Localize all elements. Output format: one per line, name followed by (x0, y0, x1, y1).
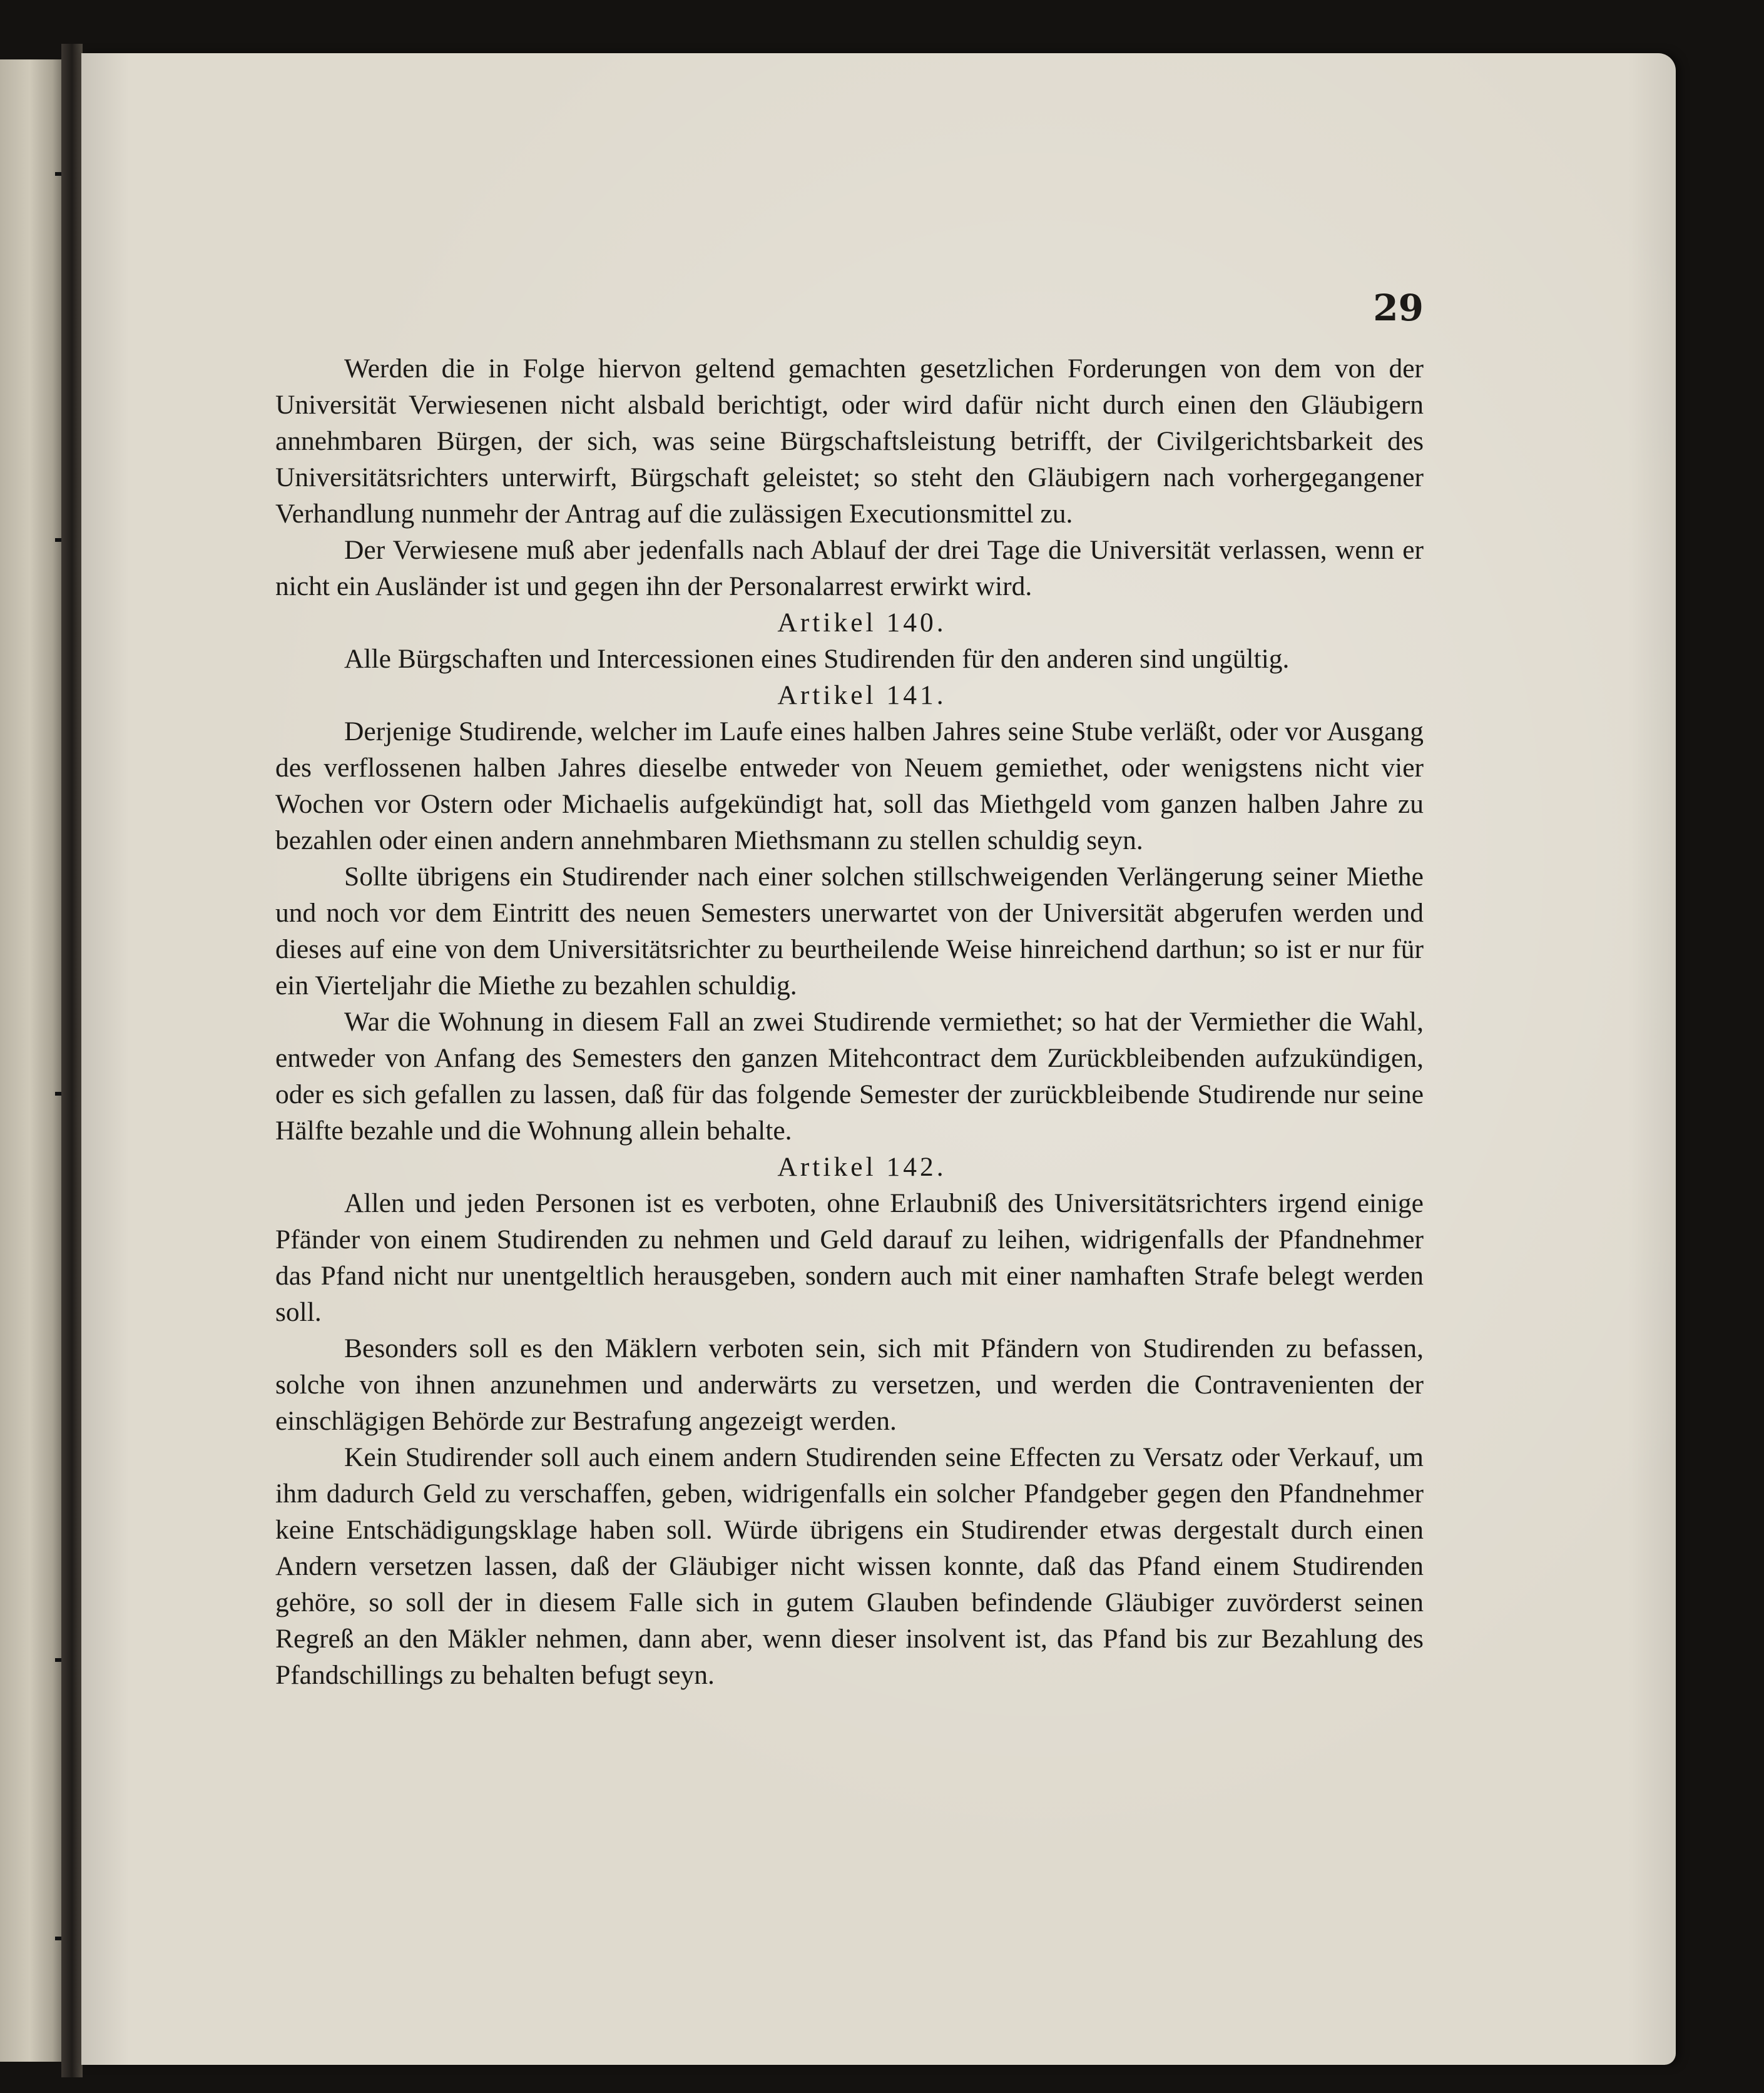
paragraph: Besonders soll es den Mäklern verboten sein, sich mit Pfändern von Studirenden zu befassen, solche von ihnen anzunehmen und anderwärts zu versetzen, und werden die Contravenienten der einschlägigen Behörde zur Bestrafung angezeigt werden. (275, 1333, 1424, 1436)
paragraph: Sollte übrigens ein Studirender nach einer solchen stillschweigenden Verlängerung seiner Miethe und noch vor dem Eintritt des neuen Semesters unerwartet von der Universität abgerufen werden und dieses auf eine von dem Universitätsrichter zu beurtheilende Weise hinreichend darthun; so ist er nur für ein Vierteljahr die Miethe zu bezahlen schuldig. (275, 862, 1424, 1001)
paragraph: Alle Bürgschaften und Intercessionen eines Studirenden für den anderen sind ungültig. (344, 644, 1290, 674)
article-heading: Artikel 140. (777, 608, 947, 638)
paragraph: Werden die in Folge hiervon geltend gemachten gesetzlichen Forderungen von dem von der Universität Verwiesenen nicht alsbald berichtigt, oder wird dafür nicht durch einen den Gläubigern annehmbaren Bürgen, der sich, was seine Bürgschaftsleistung betrifft, der Civilgerichtsbarkeit des Universitätsrichters unterwirft, Bürgschaft geleistet; so steht den Gläubigern nach vorhergegangener Verhandlung nunmehr der Antrag auf die zulässigen Executionsmittel zu. (275, 354, 1424, 529)
page-body (275, 350, 1424, 1693)
paragraph: Kein Studirender soll auch einem andern Studirenden seine Effecten zu Versatz oder Verkauf, um ihm dadurch Geld zu verschaffen, geben, widrigenfalls ein solcher Pfandgeber gegen den Pfandnehmer keine Entschädigungsklage haben soll. Würde übrigens ein Studirender etwas dergestalt durch einen Andern versetzen lassen, daß der Gläubiger nicht wissen konnte, daß das Pfand einem Studirenden gehöre, so soll der in diesem Falle sich in gutem Glauben befindende Gläubiger zuvörderst seinen Regreß an den Mäkler nehmen, dann aber, wenn dieser insolvent ist, das Pfand bis zur Bezahlung des Pfandschillings zu behalten befugt seyn. (275, 1442, 1424, 1690)
page-number: 29 (1373, 287, 1424, 329)
paragraph: Allen und jeden Personen ist es verboten, ohne Erlaubniß des Universitätsrichters irgend einige Pfänder von einem Studirenden zu nehmen und Geld darauf zu leihen, widrigenfalls der Pfandnehmer das Pfand nicht nur unentgeltlich herausgeben, sondern auch mit einer namhaften Strafe belegt werden soll. (275, 1188, 1424, 1327)
article-heading: Artikel 142. (777, 1152, 947, 1182)
book-spine (61, 44, 83, 2077)
facing-page-edge (0, 59, 66, 2062)
paragraph: War die Wohnung in diesem Fall an zwei Studirende vermiethet; so hat der Vermiether die Wahl, entweder von Anfang des Semesters den ganzen Mitehcontract dem Zurückbleibenden aufzukündigen, oder es sich gefallen zu lassen, daß für das folgende Semester der zurückbleibende Studirende nur seine Hälfte bezahle und die Wohnung allein behalte. (275, 1007, 1424, 1146)
paragraph: Derjenige Studirende, welcher im Laufe eines halben Jahres seine Stube verläßt, oder vor Ausgang des verflossenen halben Jahres dieselbe entweder von Neuem gemiethet, oder wenigstens nicht vier Wochen vor Ostern oder Michaelis aufgekündigt hat, soll das Miethgeld vom ganzen halben Jahre zu bezahlen oder einen andern annehmbaren Miethsmann zu stellen schuldig seyn. (275, 716, 1424, 855)
article-heading: Artikel 141. (777, 680, 947, 710)
paragraph: Der Verwiesene muß aber jedenfalls nach Ablauf der drei Tage die Universität verlassen, wenn er nicht ein Ausländer ist und gegen ihn der Personalarrest erwirkt wird. (275, 535, 1424, 601)
